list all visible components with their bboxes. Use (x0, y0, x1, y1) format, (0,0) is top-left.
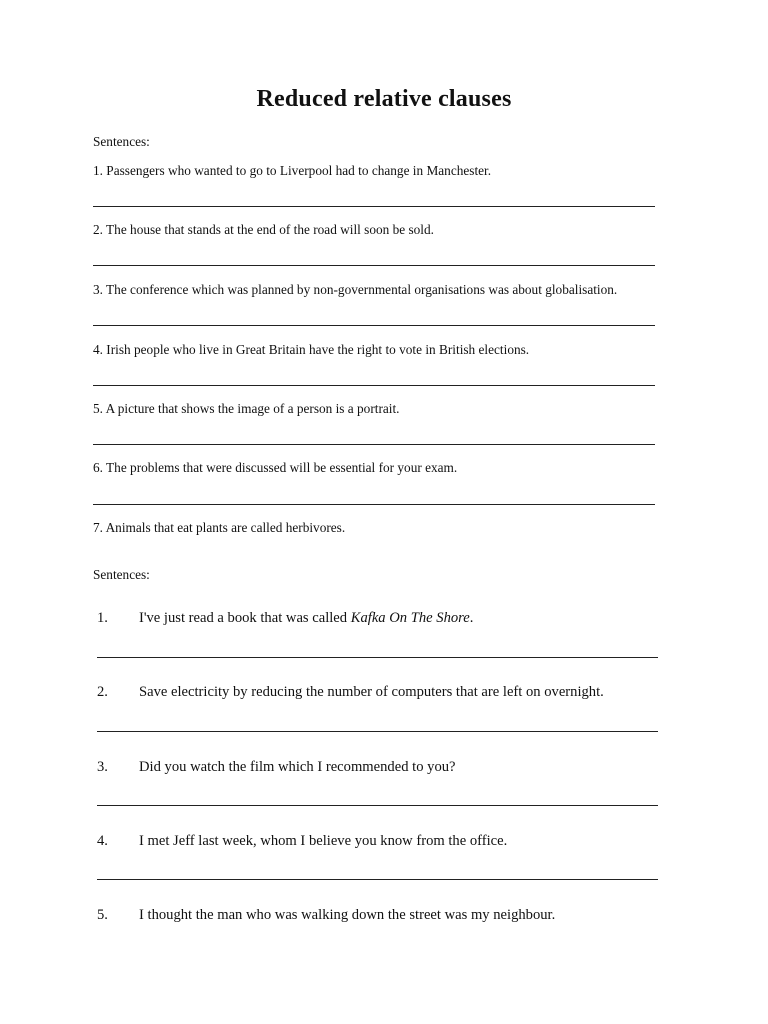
item-2-1-text-start: I've just read a book that was called (139, 610, 351, 626)
section-1-label: Sentences: (93, 134, 150, 149)
answer-line-4 (93, 385, 655, 386)
item-2-4-number: 4. (97, 833, 108, 849)
sentence-3: 3. The conference which was planned by non-governmental organisations was about globalisation. (93, 282, 618, 297)
sentence-5: 5. A picture that shows the image of a person is a portrait. (93, 401, 400, 416)
sentence-7: 7. Animals that eat plants are called herbivores. (93, 520, 346, 535)
sentence-6: 6. The problems that were discussed will be essential for your exam. (93, 460, 458, 475)
item-2-1-text-end: . (469, 610, 474, 626)
answer-line-2-2 (97, 731, 658, 732)
item-2-3-text: Did you watch the film which I recommended to you? (139, 759, 456, 775)
book-title: Kafka On The Shore (350, 610, 470, 626)
answer-line-2 (93, 265, 655, 266)
item-2-2-text: Save electricity by reducing the number of computers that are left on overnight. (139, 684, 604, 700)
answer-line-2-4 (97, 879, 658, 880)
answer-line-2-1 (97, 657, 658, 658)
answer-line-5 (93, 444, 655, 445)
answer-line-3 (93, 325, 655, 326)
page-title: Reduced relative clauses (256, 86, 512, 112)
section-2-label: Sentences: (93, 567, 150, 582)
item-2-3-number: 3. (97, 759, 108, 775)
item-2-5-number: 5. (97, 907, 108, 923)
answer-line-2-3 (97, 805, 658, 806)
item-2-4-text: I met Jeff last week, whom I believe you know from the office. (139, 833, 508, 849)
answer-line-6 (93, 504, 655, 505)
item-2-1-text (139, 610, 473, 627)
sentence-4: 4. Irish people who live in Great Britain have the right to vote in British elections. (93, 342, 530, 357)
item-2-1-number: 1. (97, 610, 108, 626)
item-2-5-text: I thought the man who was walking down the street was my neighbour. (139, 907, 556, 923)
sentence-1: 1. Passengers who wanted to go to Liverpool had to change in Manchester. (93, 163, 492, 178)
answer-line-1 (93, 206, 655, 207)
sentence-2: 2. The house that stands at the end of the road will soon be sold. (93, 222, 434, 237)
item-2-2-number: 2. (97, 684, 108, 700)
